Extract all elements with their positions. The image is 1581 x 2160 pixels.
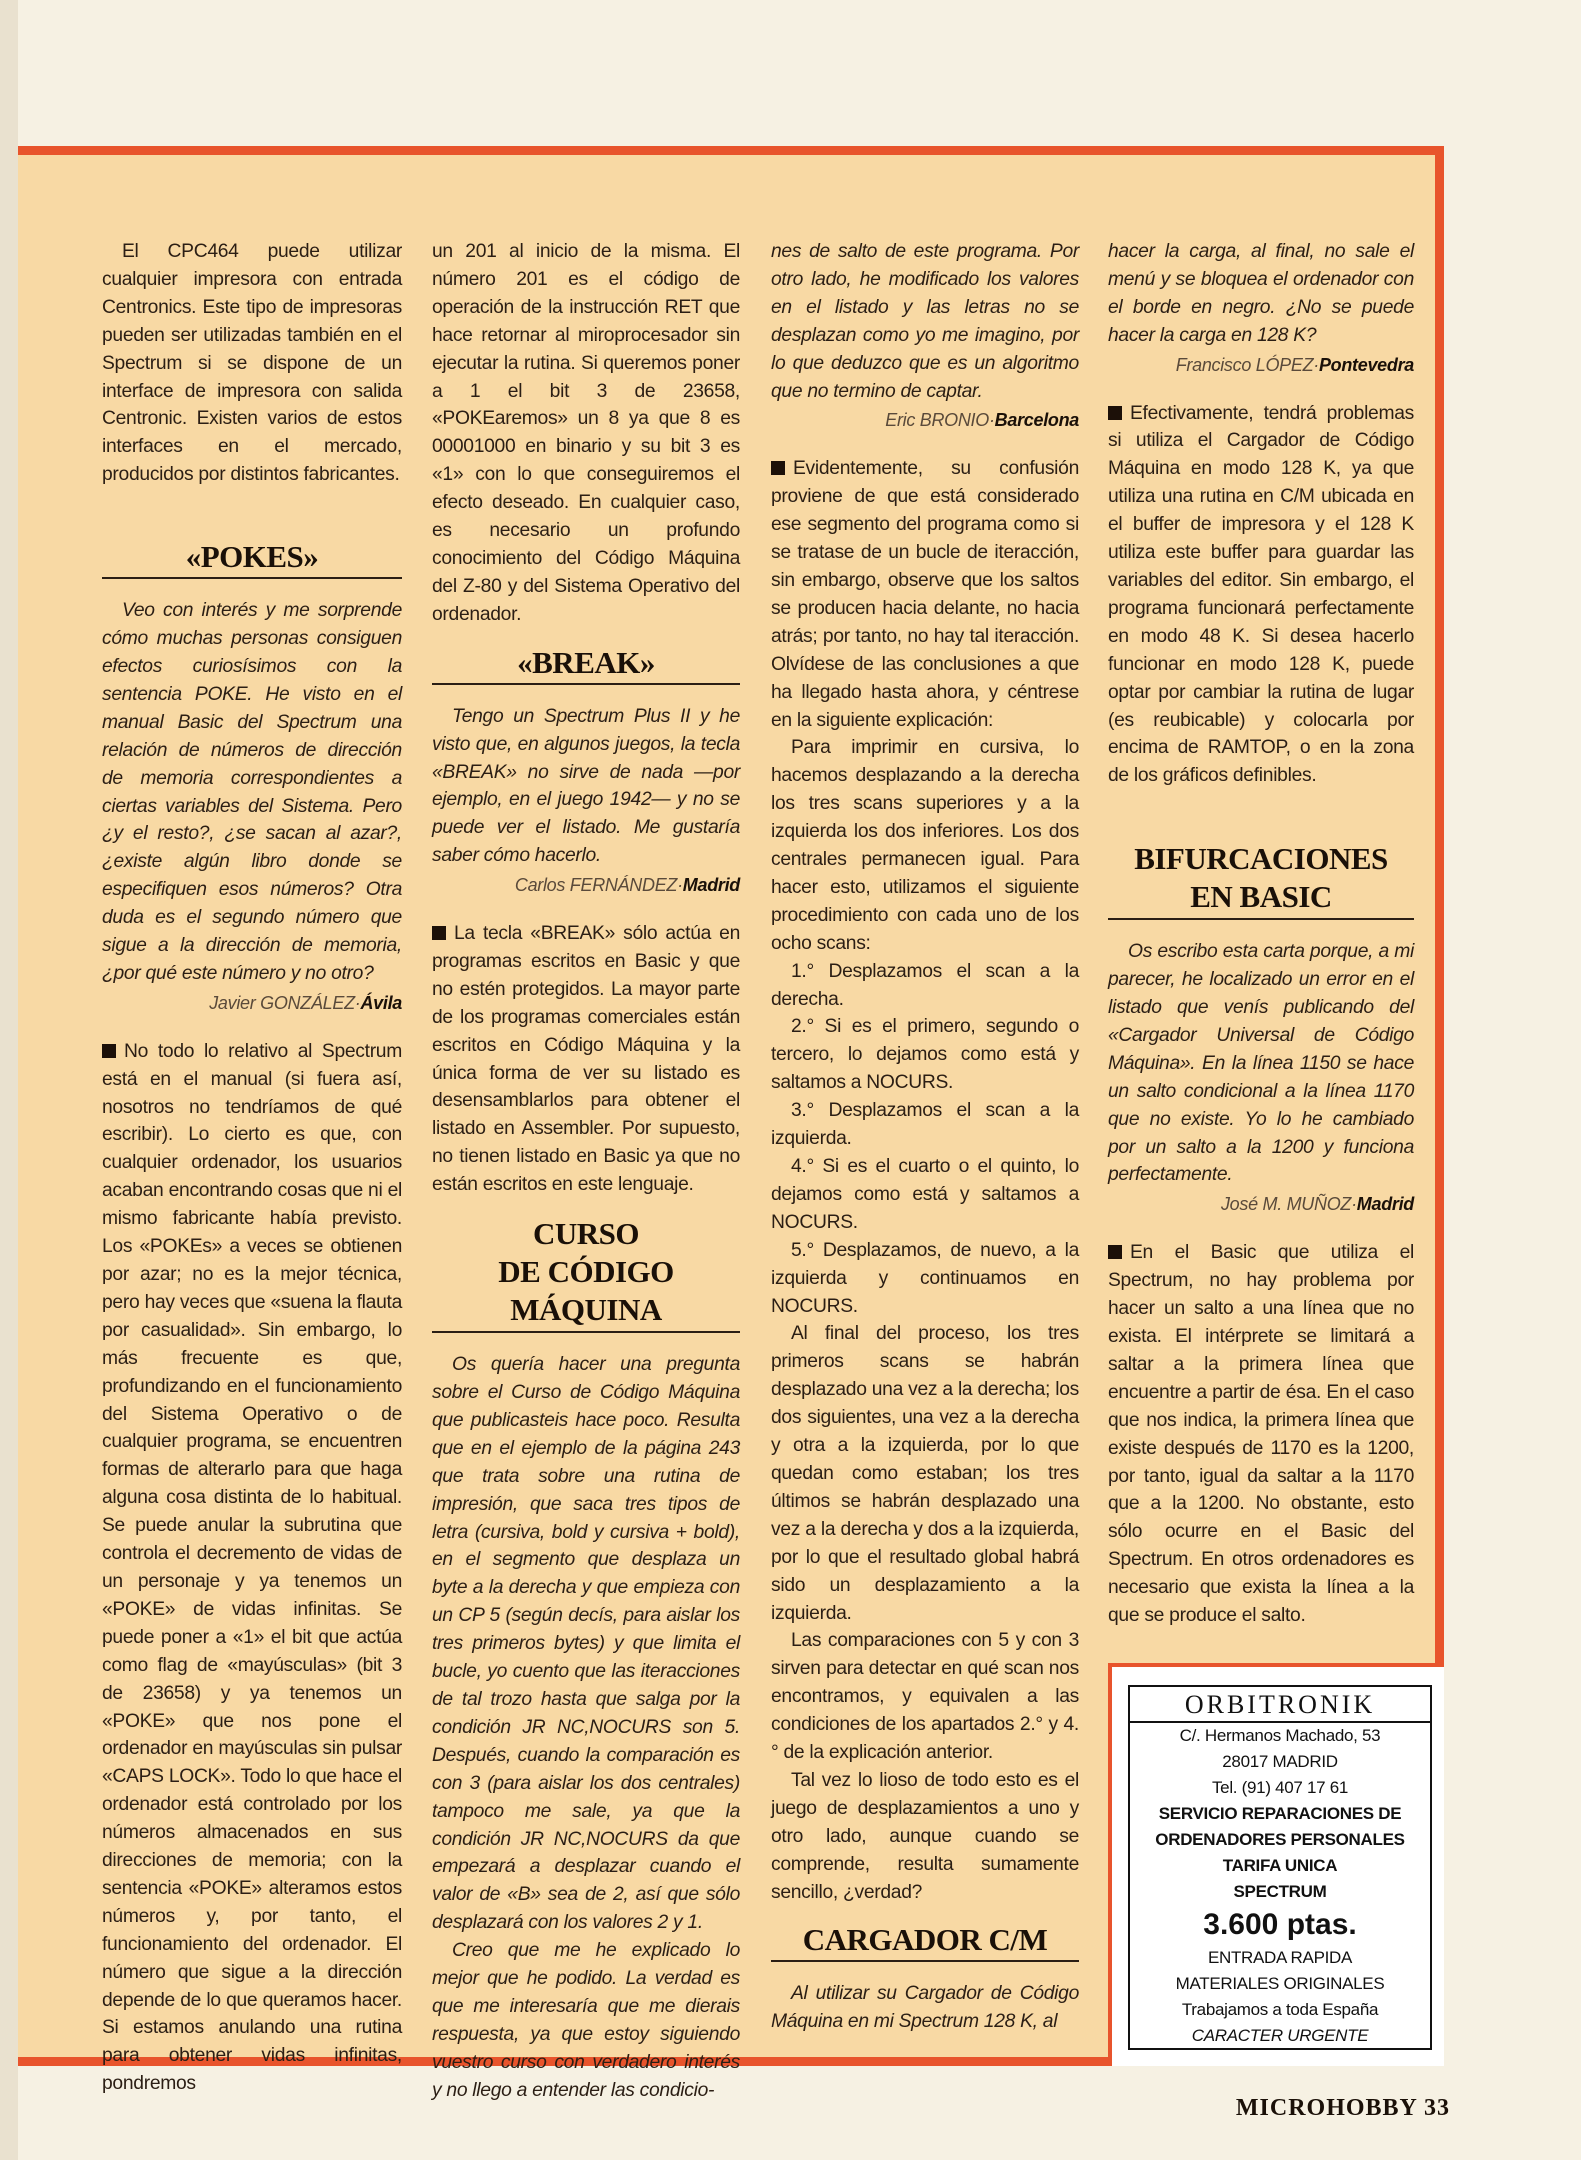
letter-curso: Os quería hacer una pregunta sobre el Curso de Código Máquina que publicasteis hace poco. Resulta que en el ejemplo de la página 243 que trata sobre una rutina de impresión, que saca tres tipos de letra (cursiva, bold y cursiva + bold), en el segmento que desplaza un byte a la derecha y que empieza con un CP 5 (según decís, para aislar los tres primeros bytes) y que limita el bucle, yo cuento que las iteracciones de tal trozo hasta que salga por la condición JR NC,NOCURS son 5. Después, cuando la comparación es con 3 (para aislar los dos centrales) tampoco me sale, ya que la condición JR NC,NOCURS da que empezará a desplazar cuando el valor de «B» sea de 2, así que sólo desplazará con los valores 2 y 1. [432, 1354, 740, 1934]
answer-pokes-continued: un 201 al inicio de la misma. El número 201 es el código de operación de la instrucción RET que hace retornar al miroprocesador sin ejecutar la rutina. Si queremos poner a 1 el bit 3 de 23658, «POKEaremos» un 8 ya que 8 es 00001000 en binario y su bit 3 es «1» con lo que conseguiremos el efecto deseado. En cualquier caso, es necesario un profundo conocimiento del Código Máquina del Z-80 y del Sistema Operativo del ordenador. [432, 241, 740, 625]
ad-phone: Tel. (91) 407 17 61 [1211, 1778, 1349, 1797]
signature-pokes: Javier GONZÁLEZ·Ávila [209, 992, 402, 1013]
section-heading-cargador: CARGADOR C/M [771, 1922, 1079, 1962]
column-2 [432, 238, 740, 2105]
step-5: 5.° Desplazamos, de nuevo, a la izquierda y continuamos en NOCURS. [771, 1239, 1079, 1317]
section-heading-bifurcaciones: BIFURCACIONES EN BASIC [1108, 840, 1414, 920]
section-heading-pokes: «POKES» [102, 539, 402, 579]
ad-line-2: MATERIALES ORIGINALES [1175, 1974, 1385, 1993]
column-4 [1108, 238, 1414, 1630]
answer-curso: Evidentemente, su confusión proviene de que está considerado ese segmento del programa como si se tratase de un bucle de iteracción, sin embargo, observe que los saltos se producen hacia delante, no hacia atrás; por tanto, no hay tal iteracción. Olvídese de las conclusiones a que ha llegado hasta ahora, y céntrese en la siguiente explicación: [771, 458, 1079, 731]
bullet-icon [1108, 1245, 1122, 1259]
ad-address-street: C/. Hermanos Machado, 53 [1179, 1726, 1381, 1745]
ad-price: 3.600 ptas. [1203, 1908, 1357, 1941]
answer-bifurcaciones: En el Basic que utiliza el Spectrum, no hay problema por hacer un salto a una línea que no exista. El intérprete se limitará a saltar a la primera línea que encuentre a partir de ésa. En el caso que nos indica, la primera línea que existe después de 1170 es la 1200, por tanto, igual da saltar a la 1170 que a la 1200. No obstante, esto sólo ocurre en el Basic del Spectrum. En otros ordenadores es necesario que exista la línea a la que se produce el salto. [1108, 1242, 1414, 1627]
bullet-icon [1108, 406, 1122, 420]
bullet-icon [771, 461, 785, 475]
answer-pokes: No todo lo relativo al Spectrum está en el manual (si fuera así, nosotros no tendríamos de qué escribir). Lo cierto es que, con cualquier ordenador, los usuarios acaban encontrando cosas que ni el mismo fabricante había previsto. Los «POKEs» a veces se obtienen por azar; no es la mejor técnica, pero hay veces que «suena la flauta por casualidad». Sin embargo, lo más frecuente es que, profundizando en el funcionamiento del Sistema Operativo o de cualquier programa, se encuentren formas de alterarlo para que haga alguna cosa distinta de lo habitual. Se puede anular la subrutina que controla el decremento de vidas de un personaje y ya tenemos un «POKE» de vidas infinitas. Se puede poner a «1» el bit que actúa como flag de «mayúsculas» (bit 3 de 23658) y ya tenemos un «POKE» que nos pone el ordenador en mayúsculas sin pulsar «CAPS LOCK». Todo lo que hace el ordenador está controlado por los números almacenados en sus direcciones de memoria; con la sentencia «POKE» alteramos estos números y, por tanto, el funcionamiento del ordenador. El número que sigue a la dirección depende de lo que queramos hacer. Si estamos anulando una rutina para obtener vidas infinitas, pondremos [102, 1040, 402, 2095]
letter-cargador-continued: hacer la carga, al final, no sale el menú y se bloquea el ordenador con el borde en negro. ¿No se puede hacer la carga en 128 K? [1108, 241, 1414, 346]
magazine-name: MICROHOBBY [1235, 2095, 1417, 2121]
step-3: 3.° Desplazamos el scan a la izquierda. [771, 1100, 1079, 1150]
bullet-icon [102, 1044, 116, 1058]
signature-bifurcaciones: José M. MUÑOZ·Madrid [1220, 1194, 1414, 1215]
answer-cargador: Efectivamente, tendrá problemas si utiliza el Cargador de Código Máquina en modo 128 K, ya que utiliza una rutina en C/M ubicada en el buffer de impresora y el 128 K utiliza este buffer para guardar las variables del editor. Sin embargo, el programa funcionará perfectamente en modo 48 K. Si desea hacerlo funcionar en modo 128 K, puede optar por cambiar la rutina de lugar (es reubicable) y colocarla por encima de RAMTOP, o en la zona de los gráficos definibles. [1108, 402, 1414, 787]
answer-break: La tecla «BREAK» sólo actúa en programas escritos en Basic y que no estén protegidos. La mayor parte de los programas comerciales están escritos en Código Máquina y la única forma de ver su listado es desensamblarlos para obtener el listado en Assembler. Por supuesto, no tienen listado en Basic ya que no están escritos en este lenguaje. [432, 923, 740, 1196]
page-footer [1236, 2095, 1450, 2122]
ad-line-3: Trabajamos a toda España [1181, 2000, 1379, 2019]
intro-paragraph: El CPC464 puede utilizar cualquier impresora con entrada Centronics. Este tipo de impresoras pueden ser utilizadas también en el Spectrum si se dispone de un interface de impresora con salida Centronic. Existen varios de estos interfaces en el mercado, producidos por distintos fabricantes. [102, 241, 402, 486]
ad-line-1: ENTRADA RAPIDA [1207, 1948, 1353, 1967]
letter-pokes: Veo con interés y me sorprende cómo muchas personas consiguen efectos curiosísimos con la sentencia POKE. He visto en el manual Basic del Spectrum una relación de números de dirección de memoria correspondientes a ciertas variables del Sistema. Pero ¿y el resto?, ¿se sacan al azar?, ¿existe algún libro donde se especifiquen esos números? Otra duda es el segundo número que sigue a la dirección de memoria, ¿por qué este número y no otro? [102, 600, 402, 984]
answer-curso-2: Para imprimir en cursiva, lo hacemos desplazando a la derecha los tres scans superiores y a la izquierda los dos inferiores. Los dos centrales permanecen igual. Para hacer esto, utilizamos el siguiente procedimiento con cada uno de los ocho scans: [771, 737, 1079, 954]
advertisement [1108, 1663, 1444, 2066]
letter-cargador: Al utilizar su Cargador de Código Máquina en mi Spectrum 128 K, al [771, 1983, 1079, 2033]
ad-address-city: 28017 MADRID [1222, 1752, 1338, 1771]
letter-bifurcaciones: Os escribo esta carta porque, a mi parecer, he localizado un error en el listado que venís publicando del «Cargador Universal de Código Máquina». En la línea 1150 se hace un salto condicional a la línea 1170 que no existe. Yo lo he cambiado por un salto a la 1200 y funciona perfectamente. [1108, 941, 1414, 1186]
bullet-icon [432, 926, 446, 940]
step-4: 4.° Si es el cuarto o el quinto, lo dejamos como está y saltamos a NOCURS. [771, 1156, 1079, 1233]
signature-cargador: Francisco LÓPEZ·Pontevedra [1175, 354, 1414, 375]
signature-curso: Eric BRONIO·Barcelona [885, 410, 1079, 431]
section-heading-break: «BREAK» [432, 645, 740, 685]
signature-break: Carlos FERNÁNDEZ·Madrid [514, 875, 740, 896]
page-edge [0, 0, 18, 2160]
advertisement-box [1128, 1685, 1432, 2050]
step-1: 1.° Desplazamos el scan a la derecha. [771, 960, 1079, 1010]
letter-curso-2: Creo que me he explicado lo mejor que he podido. La verdad es que me interesaría que me dierais respuesta, ya que estoy siguiendo vuestro curso con verdadero interés y no llego a entender las condicio- [432, 1940, 740, 2101]
ad-line-4: CARACTER URGENTE [1191, 2026, 1369, 2045]
ad-service-1: SERVICIO REPARACIONES DE [1158, 1804, 1402, 1823]
ad-spectrum: SPECTRUM [1233, 1882, 1327, 1901]
ad-brand: ORBITRONIK [1130, 1687, 1430, 1723]
page-number: 33 [1424, 2095, 1450, 2121]
section-heading-curso: CURSO DE CÓDIGO MÁQUINA [432, 1215, 740, 1333]
column-3 [771, 238, 1079, 2036]
ad-tarifa: TARIFA UNICA [1222, 1856, 1338, 1875]
answer-curso-5: Tal vez lo lioso de todo esto es el juego de desplazamientos a uno y otro lado, aunque cuando se comprende, resulta sumamente sencillo, ¿verdad? [771, 1769, 1079, 1903]
step-2: 2.° Si es el primero, segundo o tercero, lo dejamos como está y saltamos a NOCURS. [771, 1016, 1079, 1094]
answer-curso-4: Las comparaciones con 5 y con 3 sirven para detectar en qué scan nos encontramos, y equivalen a las condiciones de los apartados 2.° y 4.° de la explicación anterior. [771, 1630, 1079, 1764]
ad-service-2: ORDENADORES PERSONALES [1155, 1830, 1405, 1849]
letter-curso-continued: nes de salto de este programa. Por otro lado, he modificado los valores en el listado y las letras no se desplazan como yo me imagino, por lo que deduzco que es un algoritmo que no termino de captar. [771, 241, 1079, 402]
column-1 [102, 238, 402, 2098]
answer-curso-3: Al final del proceso, los tres primeros scans se habrán desplazado una vez a la derecha; los dos siguientes, una vez a la derecha y otra a la izquierda, por lo que quedan como estaban; los tres últimos se habrán desplazado una vez a la derecha y dos a la izquierda, por lo que el resultado global habrá sido un desplazamiento a la izquierda. [771, 1323, 1079, 1624]
letter-break: Tengo un Spectrum Plus II y he visto que, en algunos juegos, la tecla «BREAK» no sirve de nada —por ejemplo, en el juego 1942— y no se puede ver el listado. Me gustaría saber cómo hacerlo. [432, 705, 740, 867]
